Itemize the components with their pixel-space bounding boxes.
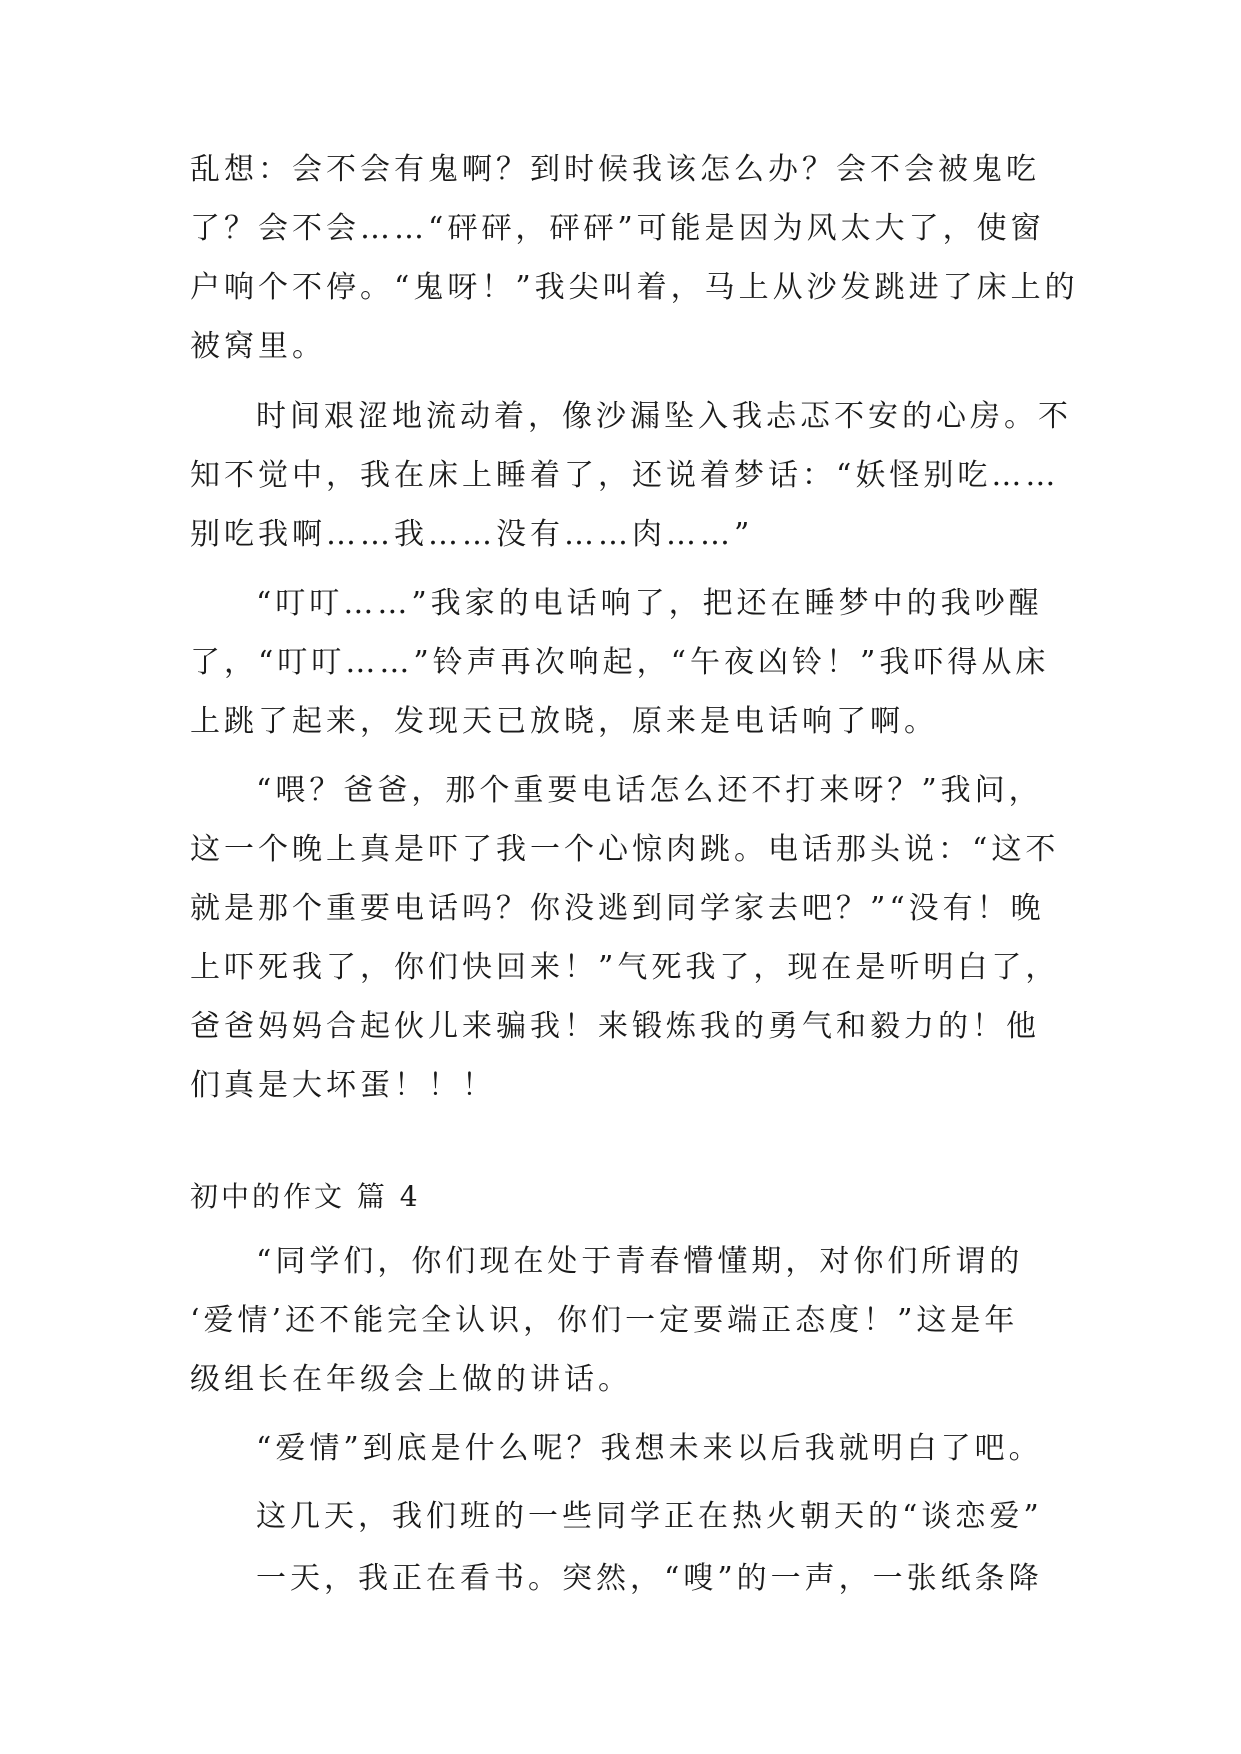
paragraph-line: “爱情”到底是什么呢？我想未来以后我就明白了吧。 (256, 1431, 1043, 1466)
section-heading: 初中的作文 篇 4 (190, 1180, 421, 1213)
paragraph-line: 一天，我正在看书。突然，“嗖”的一声，一张纸条降 (256, 1561, 1043, 1596)
paragraph-line: 就是那个重要电话吗？你没逃到同学家去吧？”“没有！晚 (190, 891, 1045, 926)
paragraph-line: 了？会不会……“砰砰，砰砰”可能是因为风太大了，使窗 (190, 211, 1045, 246)
paragraph-line: “叮叮……”我家的电话响了，把还在睡梦中的我吵醒 (256, 586, 1043, 621)
paragraph-line: 这几天，我们班的一些同学正在热火朝天的“谈恋爱” (256, 1499, 1043, 1534)
paragraph-line: 户响个不停。“鬼呀！”我尖叫着，马上从沙发跳进了床上的 (190, 270, 1079, 305)
paragraph-line: 爸爸妈妈合起伙儿来骗我！来锻炼我的勇气和毅力的！他 (190, 1009, 1040, 1044)
paragraph-line: 时间艰涩地流动着，像沙漏坠入我忐忑不安的心房。不 (256, 399, 1072, 434)
paragraph-line: 别吃我啊……我……没有……肉……” (190, 517, 754, 552)
paragraph-line: 知不觉中，我在床上睡着了，还说着梦话：“妖怪别吃…… (190, 458, 1060, 493)
paragraph-line: “喂？爸爸，那个重要电话怎么还不打来呀？”我问， (256, 773, 1043, 808)
paragraph-line: 了，“叮叮……”铃声再次响起，“午夜凶铃！”我吓得从床 (190, 645, 1050, 680)
paragraph-line: ‘爱情’还不能完全认识，你们一定要端正态度！”这是年 (190, 1303, 1019, 1338)
paragraph-line: 上吓死我了，你们快回来！”气死我了，现在是听明白了， (190, 950, 1060, 985)
paragraph-line: 们真是大坏蛋！！！ (190, 1068, 496, 1103)
paragraph-line: 被窝里。 (190, 329, 326, 364)
paragraph-line: 乱想：会不会有鬼啊？到时候我该怎么办？会不会被鬼吃 (190, 152, 1040, 187)
paragraph-line: “同学们，你们现在处于青春懵懂期，对你们所谓的 (256, 1244, 1024, 1279)
paragraph-line: 这一个晚上真是吓了我一个心惊肉跳。电话那头说：“这不 (190, 832, 1060, 867)
paragraph-line: 级组长在年级会上做的讲话。 (190, 1362, 632, 1397)
paragraph-line: 上跳了起来，发现天已放晓，原来是电话响了啊。 (190, 704, 938, 739)
